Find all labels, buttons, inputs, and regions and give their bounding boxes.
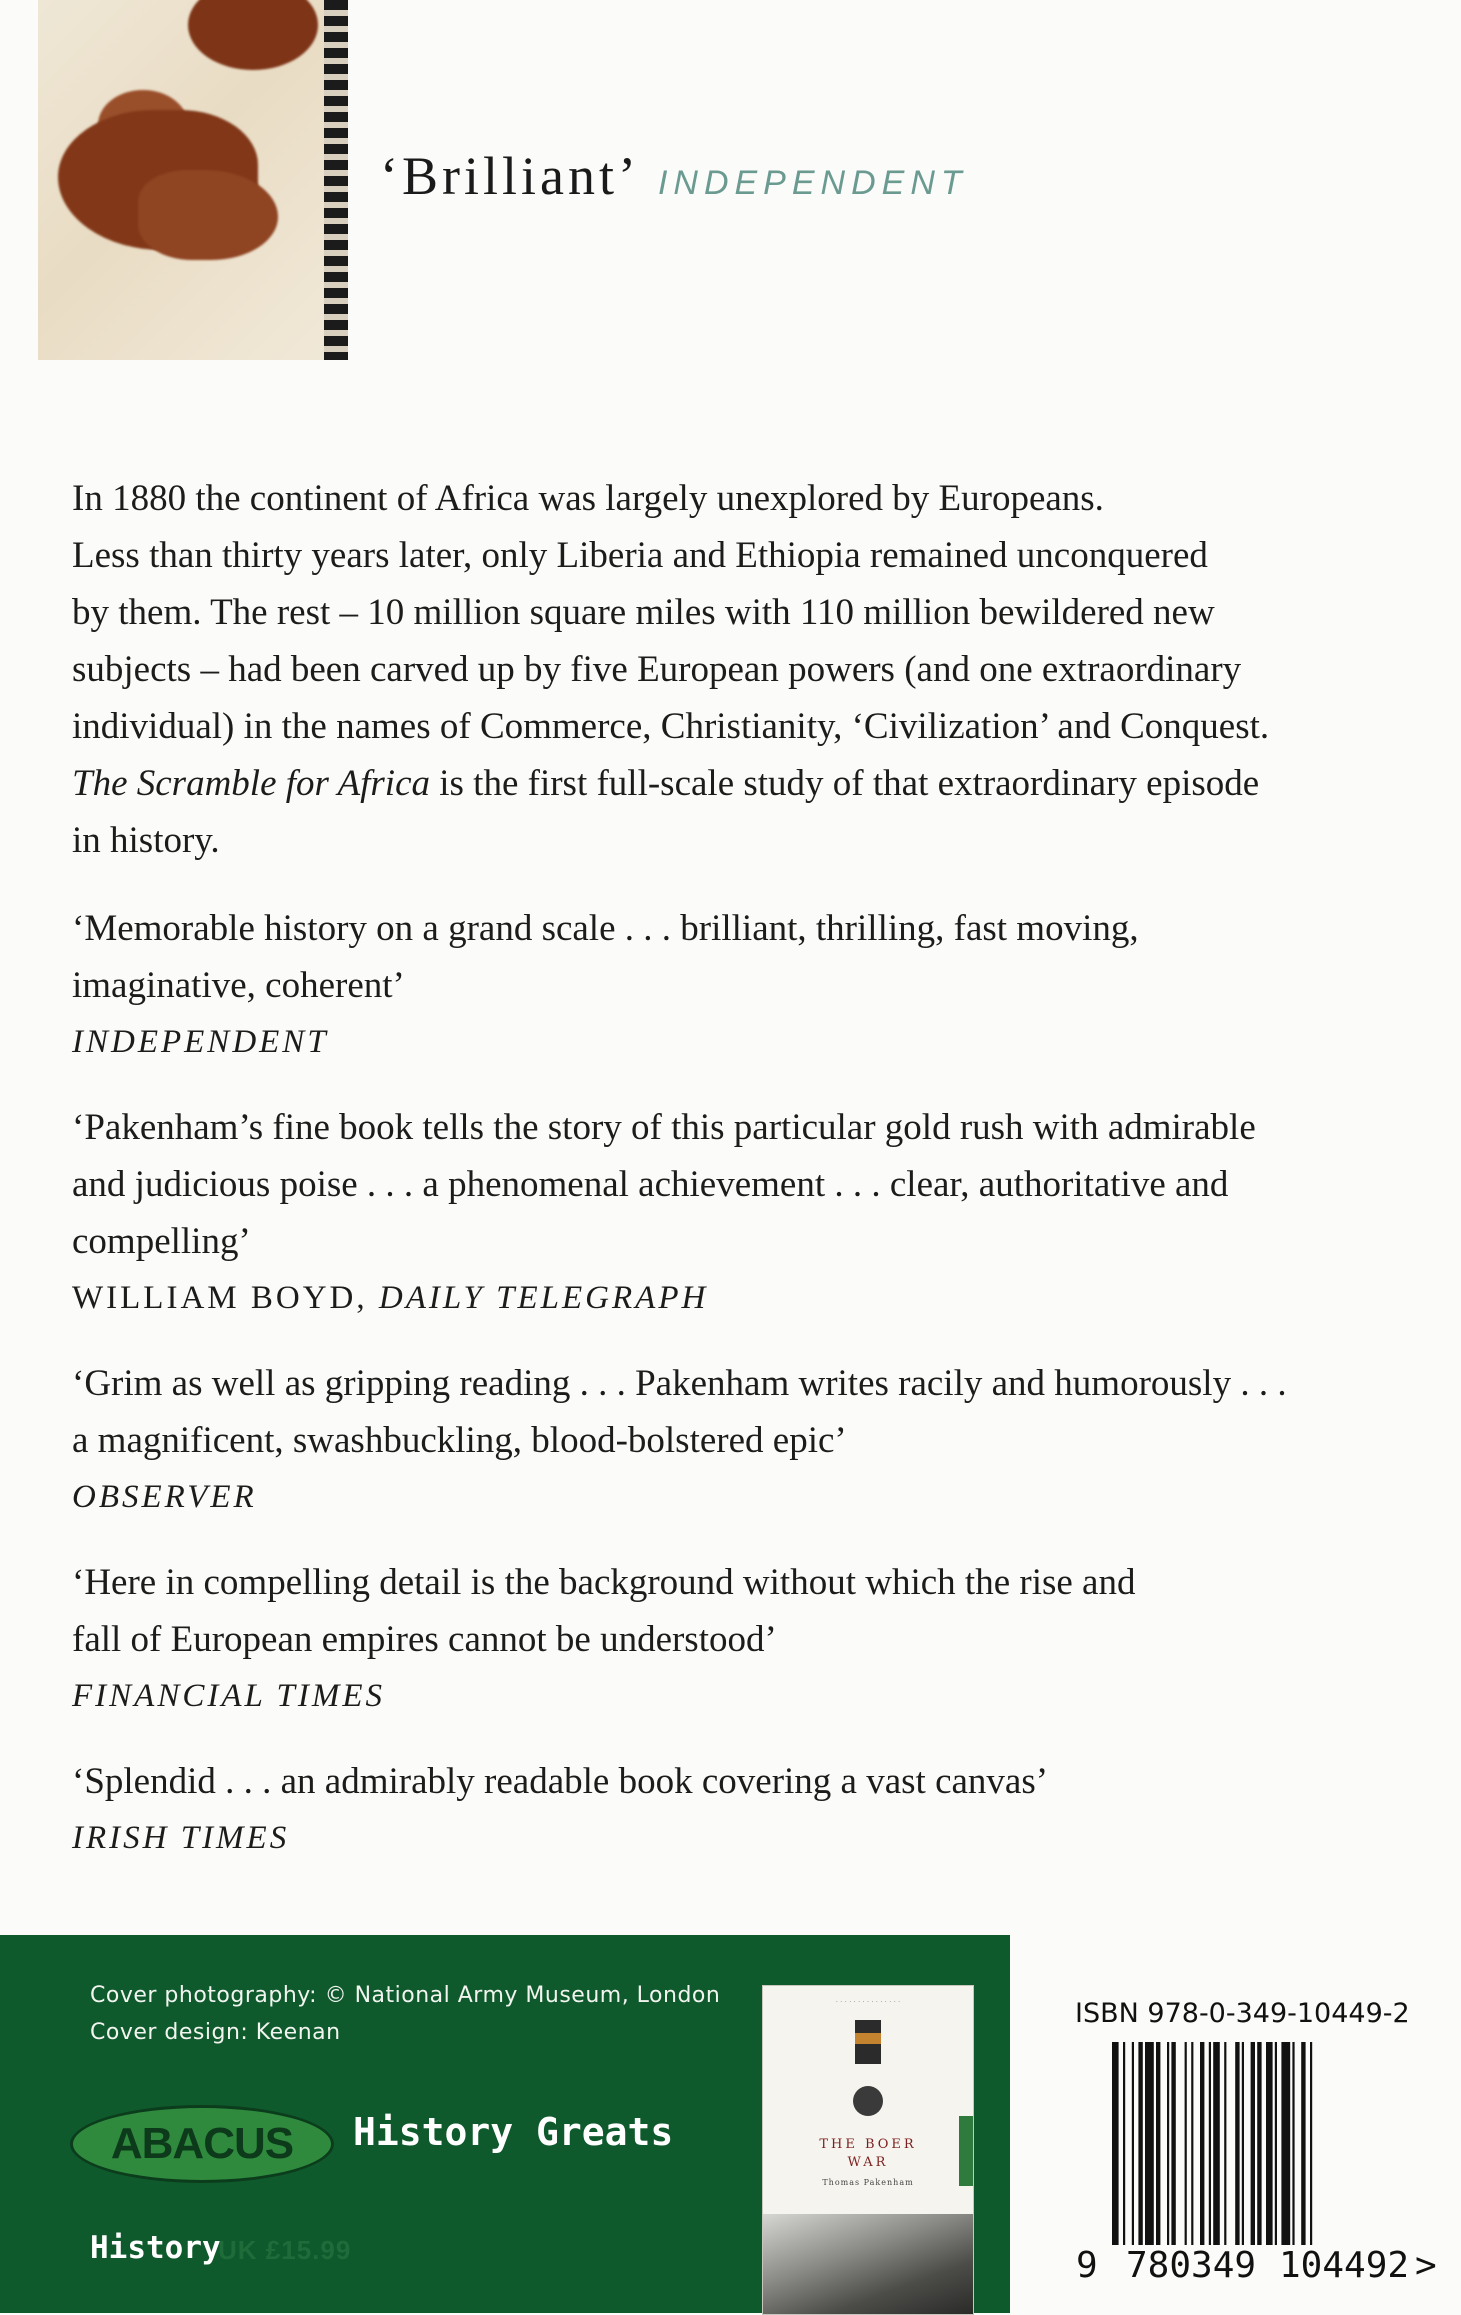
- review-source: FINANCIAL TIMES: [72, 1678, 385, 1714]
- barcode-arrow: >: [1415, 2245, 1437, 2286]
- barcode-stripe: [1281, 2042, 1290, 2245]
- barcode-stripe: [1213, 2042, 1220, 2245]
- review-quote: [72, 1099, 1402, 1327]
- barcode-stripe: [1145, 2042, 1154, 2245]
- book-blurb: [72, 470, 1402, 869]
- blurb-line: by them. The rest – 10 million square miles with 110 million bewildered new: [72, 592, 1215, 633]
- review-source: INDEPENDENT: [72, 1024, 329, 1060]
- book-title: The Scramble for Africa: [72, 763, 430, 804]
- reviewer-name: WILLIAM BOYD,: [72, 1280, 379, 1316]
- photo-credit: Cover photography: © National Army Museum, London: [90, 1983, 721, 2008]
- review-source: [72, 1270, 1402, 1327]
- thumbnail-title-line: THE BOER: [819, 2137, 917, 2152]
- category-label: History: [90, 2230, 221, 2266]
- barcode-stripe: [1185, 2042, 1187, 2245]
- medal-icon: [855, 2020, 881, 2064]
- barcode-stripe: [1132, 2042, 1134, 2245]
- medal-ribbon: [324, 0, 348, 360]
- barcode-stripe: [1257, 2042, 1261, 2245]
- barcode-stripe: [1171, 2042, 1175, 2245]
- review-line: imaginative, coherent’: [72, 965, 405, 1006]
- barcode-stripe: [1310, 2042, 1312, 2245]
- review-source: IRISH TIMES: [72, 1820, 290, 1856]
- blurb-line-rest: is the first full-scale study of that extraordinary episode: [430, 763, 1260, 804]
- review-quote: [72, 1355, 1402, 1526]
- blurb-line: in history.: [72, 820, 220, 861]
- thumbnail-header-rule: · · · · · · · · · · · · · · ·: [835, 1998, 901, 2006]
- photo-stain: [138, 170, 278, 260]
- review-line: ‘Grim as well as gripping reading . . . Pakenham writes racily and humorously . . .: [72, 1363, 1287, 1404]
- review-line: ‘Pakenham’s fine book tells the story of this particular gold rush with admirable: [72, 1107, 1256, 1148]
- review-line: ‘Splendid . . . an admirably readable book covering a vast canvas’: [72, 1761, 1049, 1802]
- medal-disc-icon: [853, 2086, 883, 2116]
- review-line: and judicious poise . . . a phenomenal achievement . . . clear, authoritative and: [72, 1164, 1229, 1205]
- publisher-logo-text: ABACUS: [110, 2119, 294, 2168]
- barcode-digits-left: 780349: [1122, 2245, 1260, 2286]
- review-quote: [72, 900, 1402, 1071]
- thumbnail-title-line: WAR: [847, 2155, 889, 2170]
- tagline-source: INDEPENDENT: [657, 164, 968, 202]
- barcode-stripe: [1251, 2042, 1255, 2245]
- series-name: History Greats: [353, 2110, 674, 2154]
- thumbnail-photo: [763, 2214, 973, 2314]
- publisher-logo: [70, 2105, 334, 2183]
- review-line: fall of European empires cannot be understood’: [72, 1619, 777, 1660]
- photo-stain: [188, 0, 318, 70]
- barcode-stripe: [1112, 2042, 1119, 2245]
- tagline-quote: ‘Brilliant’: [380, 146, 640, 206]
- barcode-stripe: [1301, 2042, 1305, 2245]
- barcode-stripe: [1266, 2042, 1273, 2245]
- price-label: UK £15.99: [218, 2235, 352, 2265]
- barcode-digit-first: 9: [1076, 2245, 1098, 2286]
- isbn-label: ISBN 978-0-349-10449-2: [1075, 1998, 1410, 2029]
- blurb-line: [72, 755, 1402, 812]
- cover-credits: [90, 1977, 720, 2051]
- barcode-icon: [1110, 2042, 1440, 2245]
- footer-panel: [0, 1935, 1010, 2313]
- barcode-stripe: [1191, 2042, 1193, 2245]
- blurb-line: In 1880 the continent of Africa was largely unexplored by Europeans.: [72, 478, 1104, 519]
- review-quote: [72, 1554, 1402, 1725]
- related-book-thumbnail: [762, 1985, 974, 2315]
- barcode-stripe: [1123, 2042, 1125, 2245]
- review-line: ‘Memorable history on a grand scale . . . brilliant, thrilling, fast moving,: [72, 908, 1139, 949]
- barcode-stripe: [1235, 2042, 1239, 2245]
- barcode-stripe: [1209, 2042, 1211, 2245]
- barcode-stripe: [1242, 2042, 1244, 2245]
- barcode-stripe: [1275, 2042, 1277, 2245]
- review-source: OBSERVER: [72, 1479, 257, 1515]
- review-line: a magnificent, swashbuckling, blood-bolstered epic’: [72, 1420, 847, 1461]
- review-publication: DAILY TELEGRAPH: [378, 1280, 709, 1316]
- review-line: ‘Here in compelling detail is the background without which the rise and: [72, 1562, 1136, 1603]
- tagline: [380, 145, 968, 207]
- barcode-digits-right: 104492: [1275, 2245, 1413, 2286]
- blurb-line: subjects – had been carved up by five European powers (and one extraordinary: [72, 649, 1242, 690]
- review-line: compelling’: [72, 1221, 251, 1262]
- barcode-stripe: [1167, 2042, 1169, 2245]
- blurb-line: Less than thirty years later, only Liberia and Ethiopia remained unconquered: [72, 535, 1208, 576]
- barcode-stripe: [1138, 2042, 1142, 2245]
- barcode-stripe: [1224, 2042, 1226, 2245]
- barcode-stripe: [1156, 2042, 1160, 2245]
- cover-photo-detail: [38, 0, 348, 360]
- thumbnail-title: [763, 2136, 973, 2172]
- barcode-stripe: [1292, 2042, 1294, 2245]
- thumbnail-author: Thomas Pakenham: [822, 2178, 914, 2187]
- design-credit: Cover design: Keenan: [90, 2020, 341, 2045]
- review-quote: [72, 1753, 1402, 1867]
- blurb-line: individual) in the names of Commerce, Christianity, ‘Civilization’ and Conquest.: [72, 706, 1270, 747]
- barcode-stripe: [1200, 2042, 1204, 2245]
